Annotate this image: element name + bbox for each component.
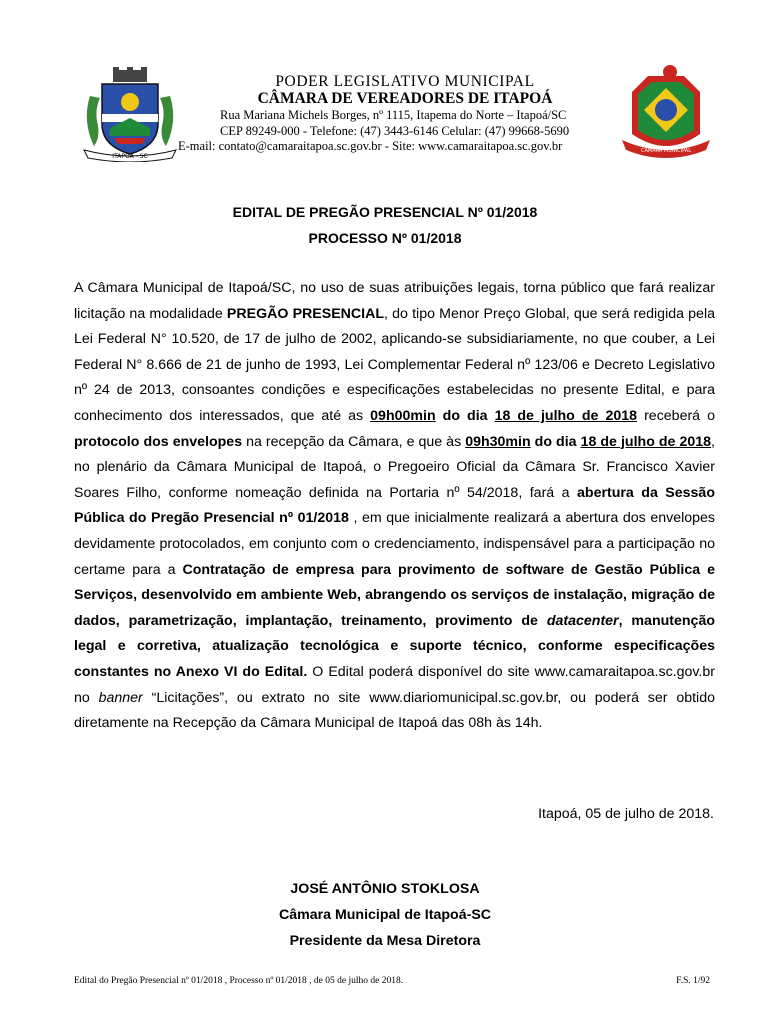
signer-organization: Câmara Municipal de Itapoá-SC: [278, 907, 492, 923]
body-text-segment: receberá o: [637, 407, 715, 424]
body-bold-object: Contratação de empresa para provimento de software de Gestão Pública e Serviços, desenvolvido em ambiente Web, abrangendo os serviços de instalação, migração de dados, parametrização, implantação, treinamento, provimento de: [74, 561, 715, 629]
body-bold-italic-datacenter: datacenter: [546, 612, 619, 629]
body-bold-session: abertura da Sessão Pública do Pregão Presencial nº 01/2018: [74, 484, 715, 527]
chamber-emblem-logo: [618, 62, 714, 162]
body-text-segment: , do tipo Menor Preço Global, que será redigida pela Lei Federal N° 10.520, de 17 de julho de 2002, aplicando-se subsidiariamente, no que couber, a Lei Federal N° 8.666 de 21 de junho de 1993, Lei Complementar Federal nº 123/06 e Decreto Legislativo nº 24 de 2013, consoantes condições e especificações estabelecidas no presente Edital, e para conhecimento dos interessados, que até as: [74, 305, 715, 424]
process-number: PROCESSO Nº 01/2018: [308, 230, 462, 246]
page-footer: [74, 976, 710, 986]
body-bold-protocol: protocolo dos envelopes: [74, 433, 243, 450]
letterhead-address: Rua Mariana Michels Borges, nº 1115, Itapema do Norte – Itapoá/SC: [220, 108, 567, 122]
body-bold-modality: PREGÃO PRESENCIAL: [226, 305, 385, 322]
letterhead-text: [178, 73, 620, 155]
body-session-date: 18 de julho de 2018: [580, 433, 712, 450]
document-date: Itapoá, 05 de julho de 2018.: [538, 806, 714, 822]
body-text-segment: “Licitações”, ou extrato no site www.diariomunicipal.sc.gov.br, ou poderá ser obtido diretamente na Recepção da Câmara Municipal de Itapoá das 08h às 14h.: [74, 689, 715, 732]
body-text-segment: O Edital poderá disponível do site www.camaraitapoa.sc.gov.br no: [74, 663, 715, 706]
letterhead-phones: CEP 89249-000 - Telefone: (47) 3443-6146 Celular: (47) 99668-5690: [220, 123, 570, 138]
body-text-segment: A Câmara Municipal de Itapoá/SC, no uso de suas atribuições legais, torna público que fará realizar licitação na modalidade: [74, 280, 715, 322]
footer-page-number: F.S. 1/92: [676, 976, 710, 986]
left-crest-ribbon-text: ITAPOÁ - SC: [112, 153, 148, 160]
signer-name: JOSÉ ANTÔNIO STOKLOSA: [290, 881, 480, 897]
signer-role: Presidente da Mesa Diretora: [289, 933, 481, 949]
letterhead: [0, 60, 770, 165]
notice-body-paragraph: [74, 276, 715, 737]
body-bold-segment: do dia: [530, 433, 581, 450]
body-bold-object-end: , manutenção legal e corretiva, atualização tecnológica e suporte técnico, conforme especificações constantes no Anexo VI do Edital.: [74, 612, 716, 680]
letterhead-institution: PODER LEGISLATIVO MUNICIPAL: [275, 73, 535, 90]
itapoa-coat-of-arms-logo: [80, 66, 180, 162]
body-session-time: 09h30min: [465, 433, 531, 450]
letterhead-contact: E-mail: contato@camaraitapoa.sc.gov.br - Site: www.camaraitapoa.sc.gov.br: [178, 139, 563, 153]
body-text-segment: na recepção da Câmara, e que às: [242, 433, 466, 450]
letterhead-chamber-name: CÂMARA DE VEREADORES DE ITAPOÁ: [257, 90, 553, 107]
right-crest-ribbon-text: CÂMARA MUNICIPAL: [641, 148, 691, 154]
body-text-segment: , no plenário da Câmara Municipal de Itapoá, o Pregoeiro Oficial da Câmara Sr. Francisco Xavier Soares Filho, conforme nomeação definida na Portaria nº 54/2018, fará a: [74, 433, 715, 501]
notice-title: EDITAL DE PREGÃO PRESENCIAL Nº 01/2018: [232, 204, 538, 220]
body-deadline-time: 09h00min: [370, 407, 436, 424]
footer-reference: Edital do Pregão Presencial nº 01/2018 , Processo nº 01/2018 , de 05 de julho de 2018.: [74, 976, 404, 986]
body-text-segment: , em que inicialmente realizará a abertura dos envelopes devidamente protocolados, em conjunto com o credenciamento, indispensável para a participação no certame para a: [74, 510, 715, 578]
body-deadline-date: 18 de julho de 2018: [494, 407, 638, 424]
body-bold-segment: do dia: [435, 407, 495, 424]
body-italic-banner: banner: [98, 689, 143, 706]
